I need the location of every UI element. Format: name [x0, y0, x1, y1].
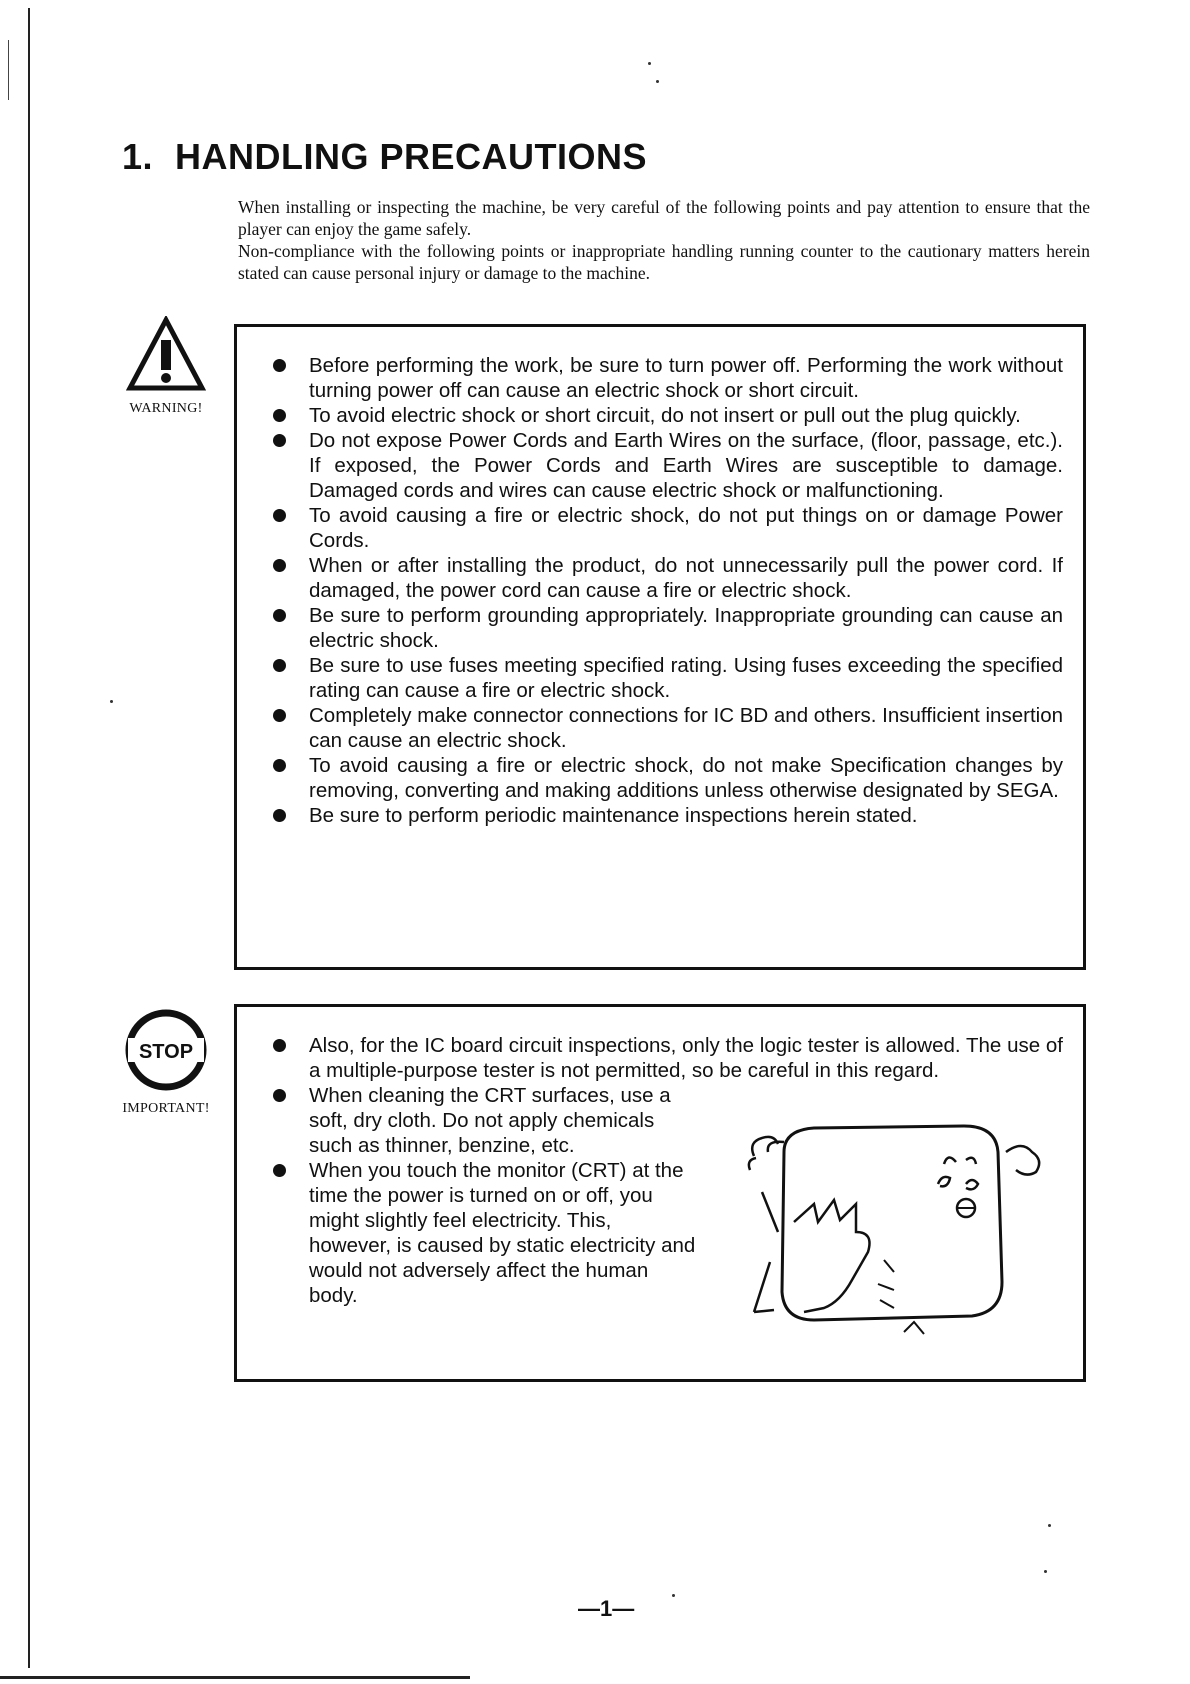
monitor-cartoon-illustration [744, 1112, 1044, 1352]
list-item: Be sure to perform periodic maintenance inspections herein stated. [269, 803, 1063, 828]
bullet-icon [273, 409, 286, 422]
list-item: When or after installing the product, do not unnecessarily pull the power cord. If damaged, the power cord can cause a fire or electric shock. [269, 553, 1063, 603]
scan-edge-line [28, 8, 30, 1668]
scan-speck [656, 80, 659, 83]
bullet-icon [273, 559, 286, 572]
bullet-icon [273, 1039, 286, 1052]
section-number: 1. [122, 136, 154, 177]
page-title [122, 136, 647, 178]
stop-symbol [118, 1008, 214, 1117]
scan-speck [672, 1594, 675, 1597]
scan-edge-mark [8, 40, 9, 100]
warning-symbol [118, 316, 214, 417]
scan-speck [110, 700, 113, 703]
list-item: Be sure to perform grounding appropriately. Inappropriate grounding can cause an electric shock. [269, 603, 1063, 653]
bullet-icon [273, 1164, 286, 1177]
warning-label: WARNING! [129, 401, 203, 416]
scan-bottom-line [0, 1676, 470, 1679]
stop-sign-icon [124, 1008, 208, 1092]
intro-paragraph-2: Non-compliance with the following points or inappropriate handling running counter to the cautionary matters herein stated can cause personal injury or damage to the machine. [238, 241, 1090, 283]
section-title: HANDLING PRECAUTIONS [175, 136, 648, 177]
page-number: —1— [578, 1596, 635, 1621]
bullet-icon [273, 359, 286, 372]
list-item: When cleaning the CRT surfaces, use a soft, dry cloth. Do not apply chemicals such as thinner, benzine, etc. [269, 1083, 699, 1158]
intro-paragraph-1: When installing or inspecting the machine, be very careful of the following points and pay attention to ensure that the player can enjoy the game safely. [238, 197, 1090, 239]
list-item: Do not expose Power Cords and Earth Wires on the surface, (floor, passage, etc.). If exposed, the Power Cords and Earth Wires are susceptible to damage. Damaged cords and wires can cause electric shock or malfunctioning. [269, 428, 1063, 503]
warning-box [234, 324, 1086, 970]
scan-speck [1044, 1570, 1047, 1573]
bullet-icon [273, 709, 286, 722]
list-item: Completely make connector connections for IC BD and others. Insufficient insertion can cause an electric shock. [269, 703, 1063, 753]
scan-speck [648, 62, 651, 65]
list-item: To avoid causing a fire or electric shock, do not make Specification changes by removing, converting and making additions unless otherwise designated by SEGA. [269, 753, 1063, 803]
list-item: Before performing the work, be sure to turn power off. Performing the work without turning power off can cause an electric shock or short circuit. [269, 353, 1063, 403]
bullet-icon [273, 1089, 286, 1102]
bullet-icon [273, 609, 286, 622]
intro-text [238, 196, 1090, 284]
warning-triangle-icon [126, 316, 206, 392]
bullet-icon [273, 659, 286, 672]
list-item: Be sure to use fuses meeting specified rating. Using fuses exceeding the specified rating can cause a fire or electric shock. [269, 653, 1063, 703]
warning-list [269, 353, 1063, 828]
bullet-icon [273, 434, 286, 447]
stop-sign-text: STOP [138, 1041, 194, 1063]
list-item: Also, for the IC board circuit inspections, only the logic tester is allowed. The use of a multiple-purpose tester is not permitted, so be careful in this regard. [269, 1033, 1063, 1083]
list-item: To avoid electric shock or short circuit, do not insert or pull out the plug quickly. [269, 403, 1063, 428]
list-item: To avoid causing a fire or electric shock, do not put things on or damage Power Cords. [269, 503, 1063, 553]
bullet-icon [273, 809, 286, 822]
bullet-icon [273, 759, 286, 772]
list-item: When you touch the monitor (CRT) at the time the power is turned on or off, you might slightly feel electricity. This, however, is caused by static electricity and would not adversely affect the human body. [269, 1158, 699, 1308]
important-label: IMPORTANT! [122, 1101, 210, 1116]
scan-speck [1048, 1524, 1051, 1527]
bullet-icon [273, 509, 286, 522]
